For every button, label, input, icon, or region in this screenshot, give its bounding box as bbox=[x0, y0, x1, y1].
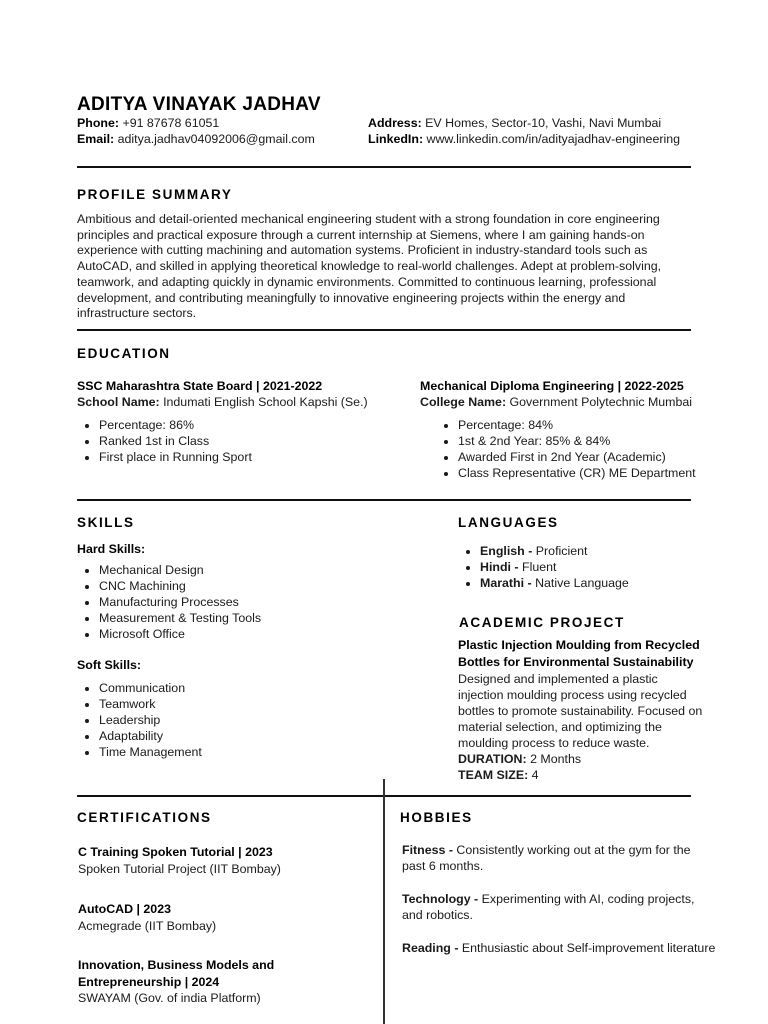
address-line bbox=[368, 115, 661, 131]
list-item: • Awarded First in 2nd Year (Academic) bbox=[458, 449, 710, 465]
project-duration: DURATION: 2 Months bbox=[458, 752, 582, 766]
ssc-school-name: Indumati English School Kapshi (Se.) bbox=[163, 395, 368, 409]
address-label: Address: bbox=[368, 116, 422, 130]
list-item: • Microsoft Office bbox=[99, 626, 407, 642]
project-team-size: TEAM SIZE: 4 bbox=[458, 768, 539, 782]
phone-label: Phone: bbox=[77, 116, 119, 130]
list-item: • Percentage: 84% bbox=[458, 417, 710, 433]
email-line bbox=[77, 131, 315, 147]
hobbies-title: HOBBIES bbox=[400, 810, 473, 825]
profile-summary-text: Ambitious and detail-oriented mechanical engineering student with a strong foundation in core engineering principles and practical exposure through a current internship at Siemens, where I am gaining hands-on experience with cutting machining and automation systems. Proficient in industry-standard tools such as AutoCAD, and skilled in applying theoretical knowledge to real-world challenges. Adept at problem-solving, teamwork, and adapting quickly in dynamic environments. Committed to continuous learning, professional development, and contributing meaningfully to innovative engineering projects within the energy and infrastructure sectors. bbox=[77, 212, 662, 321]
divider-education bbox=[77, 499, 691, 501]
language-item: • Hindi - Fluent bbox=[480, 559, 629, 575]
language-item: • English - Proficient bbox=[480, 543, 629, 559]
candidate-name: ADITYA VINAYAK JADHAV bbox=[77, 94, 321, 115]
languages-title: LANGUAGES bbox=[458, 515, 559, 530]
ssc-school-label: School Name: bbox=[77, 395, 160, 409]
soft-skills-label: Soft Skills: bbox=[77, 658, 142, 672]
certifications-list bbox=[78, 844, 368, 1007]
academic-project bbox=[458, 637, 708, 783]
diploma-college-line bbox=[420, 394, 710, 410]
project-name-line2: Bottles for Environmental Sustainability bbox=[458, 655, 694, 669]
languages-list bbox=[458, 543, 629, 591]
list-item: • Class Representative (CR) ME Department bbox=[458, 465, 710, 481]
certification-item: C Training Spoken Tutorial | 2023 Spoken Tutorial Project (IIT Bombay) bbox=[78, 845, 281, 876]
certifications-title: CERTIFICATIONS bbox=[77, 810, 212, 825]
profile-summary-title: PROFILE SUMMARY bbox=[77, 187, 233, 202]
phone-line bbox=[77, 115, 219, 131]
list-item: • 1st & 2nd Year: 85% & 84% bbox=[458, 433, 710, 449]
certification-item: AutoCAD | 2023 Acmegrade (IIT Bombay) bbox=[78, 902, 217, 933]
linkedin-value: www.linkedin.com/in/adityajadhav-engineering bbox=[426, 132, 680, 146]
skills-title: SKILLS bbox=[77, 515, 135, 530]
divider-header bbox=[77, 166, 691, 168]
hobby-item: Reading - Enthusiastic about Self-improvement literature bbox=[402, 941, 716, 955]
ssc-achievements-list bbox=[77, 417, 377, 465]
email-label: Email: bbox=[77, 132, 115, 146]
linkedin-line bbox=[368, 131, 680, 147]
language-item: • Marathi - Native Language bbox=[480, 575, 629, 591]
list-item: • Leadership bbox=[99, 712, 407, 728]
email-value: aditya.jadhav04092006@gmail.com bbox=[117, 132, 315, 146]
list-item: • Adaptability bbox=[99, 728, 407, 744]
column-divider bbox=[383, 779, 385, 1024]
diploma-college-label: College Name: bbox=[420, 395, 507, 409]
list-item: • Percentage: 86% bbox=[99, 417, 377, 433]
address-value: EV Homes, Sector-10, Vashi, Navi Mumbai bbox=[425, 116, 662, 130]
hobbies-list bbox=[402, 842, 732, 956]
linkedin-label: LinkedIn: bbox=[368, 132, 424, 146]
skills-section bbox=[77, 541, 407, 760]
list-item: • Manufacturing Processes bbox=[99, 594, 407, 610]
education-title: EDUCATION bbox=[77, 346, 171, 361]
list-item: • CNC Machining bbox=[99, 578, 407, 594]
list-item: • Time Management bbox=[99, 744, 407, 760]
divider-profile bbox=[77, 329, 691, 331]
hard-skills-label: Hard Skills: bbox=[77, 542, 146, 556]
hobby-item: Fitness - Consistently working out at the gym for the past 6 months. bbox=[402, 843, 691, 873]
ssc-school-line bbox=[77, 394, 377, 410]
hard-skills-list bbox=[77, 562, 407, 642]
list-item: • First place in Running Sport bbox=[99, 449, 377, 465]
project-description: Designed and implemented a plastic injection moulding process using recycled bottles to promote sustainability. Focused on material selection, and optimizing the moulding process to reduce waste. bbox=[458, 672, 703, 750]
hobby-item: Technology - Experimenting with AI, coding projects, and robotics. bbox=[402, 892, 695, 922]
project-name-line1: Plastic Injection Moulding from Recycled bbox=[458, 638, 700, 652]
list-item: • Teamwork bbox=[99, 696, 407, 712]
education-diploma bbox=[420, 378, 710, 481]
list-item: • Mechanical Design bbox=[99, 562, 407, 578]
list-item: • Measurement & Testing Tools bbox=[99, 610, 407, 626]
academic-project-title: ACADEMIC PROJECT bbox=[459, 615, 625, 630]
soft-skills-list bbox=[77, 680, 407, 760]
ssc-heading: SSC Maharashtra State Board | 2021-2022 bbox=[77, 379, 323, 393]
list-item: • Communication bbox=[99, 680, 407, 696]
diploma-college-name: Government Polytechnic Mumbai bbox=[509, 395, 693, 409]
diploma-achievements-list bbox=[420, 417, 710, 481]
diploma-heading: Mechanical Diploma Engineering | 2022-2025 bbox=[420, 379, 684, 393]
phone-value: +91 87678 61051 bbox=[122, 116, 220, 130]
certification-item: Innovation, Business Models and Entrepreneurship | 2024 SWAYAM (Gov. of india Platform) bbox=[78, 958, 275, 1005]
list-item: • Ranked 1st in Class bbox=[99, 433, 377, 449]
education-ssc bbox=[77, 378, 377, 465]
